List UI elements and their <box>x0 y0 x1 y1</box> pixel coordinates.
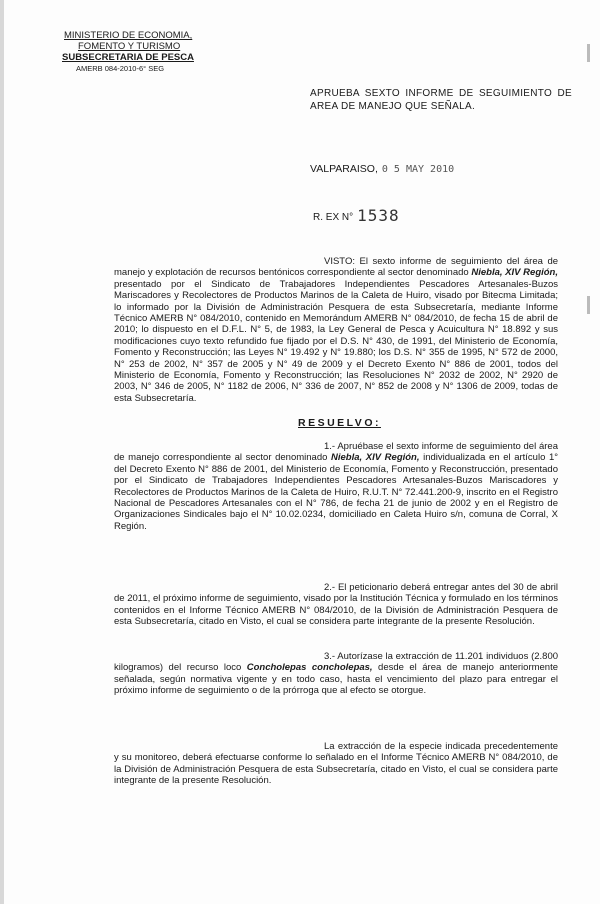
visto-sector: Niebla, XIV Región, <box>471 267 559 279</box>
point-2-body: abril de 2011, el próximo informe de seguimiento, visado por la Institución Técnica y formulado en los términos contenidos en el Informe Técnico AMERB N° 084/2010, de la División de Administración Pesquera de esta Subsecretaría, citado en Visto, el cual se considera parte integrante de la presente Resolución. <box>114 582 559 628</box>
point-2-lead: 2.- El peticionario deberá entregar antes del 30 de <box>324 582 538 593</box>
point-3-text-b: desde el área de manejo anteriormente señalada, según normativa vigente y en todo caso, hasta el vencimiento del plazo para entregar el próximo informe de seguimiento o de la prórroga que al efecto se otorgue. <box>114 662 559 697</box>
letterhead <box>62 30 252 74</box>
city: VALPARAISO, <box>310 163 378 175</box>
scan-margin-mark <box>587 44 590 62</box>
visto-paragraph <box>114 256 558 404</box>
subsecretaria-name: SUBSECRETARIA DE PESCA <box>62 52 194 63</box>
point-3-text-a: (2.800 kilogramos) del recurso loco <box>114 651 559 674</box>
point-3-lead: 3.- Autorízase la extracción de 11.201 individuos <box>324 651 529 662</box>
scan-edge <box>0 0 4 904</box>
visto-text-b: presentado por el Sindicato de Trabajadores Independientes Pescadores Artesanales-Buzos Mariscadores y Recolectores de Productos Marinos de la Caleta de Huiro, visado por Bitecma Limitada; lo informado por la División de Administración Pesquera de esta Subsecretaría, mediante Informe Técnico AMERB N° 084/2010, contenido en Memorándum AMERB N° 084/2010, de fecha 15 de abril de 2010; lo dispuesto en el D.F.L. N° 5, de 1983, la Ley General de Pesca y Acuicultura N° 18.892 y sus modificaciones cuyo texto refundido fue fijado por el D.S. N° 430, de 1991, del Ministerio de Economía, Fomento y Reconstrucción; las Leyes N° 19.492 y N° 19.880; los D.S. N° 355 de 1995, N° 572 de 2000, N° 253 de 2002, N° 357 de 2005 y N° 49 de 2009 y el Decreto Exento N° 886 de 2001, todos del Ministerio de Economía, Fomento y Reconstrucción; las Resoluciones N° 2032 de 2002, N° 2920 de 2003, N° 346 de 2005, N° 1182 de 2006, N° 336 de 2007, N° 852 de 2008 y N° 1306 de 2009, todas de esta Subsecretaría. <box>114 278 558 404</box>
point-1-sector: Niebla, XIV Región, <box>331 452 420 464</box>
resuelvo-heading: RESUELVO: <box>298 417 381 429</box>
point-3-species: Concholepas concholepas, <box>246 662 373 674</box>
ministry-line-1: MINISTERIO DE ECONOMIA, <box>64 30 193 41</box>
place-date <box>310 163 454 175</box>
point-3 <box>114 651 558 697</box>
resolution-stamp-number: 1538 <box>357 206 400 225</box>
point-4-body: precedentemente y su monitoreo, deberá efectuarse conforme lo señalado en el Informe Técnico AMERB N° 084/2010, de la División de Administración Pesquera de esta Subsecretaría, citado en Visto, el cual se considera parte integrante de la presente Resolución. <box>114 741 559 787</box>
visto-text-a: de manejo y explotación de recursos bentónicos correspondiente al sector denominado <box>114 256 559 279</box>
date-stamp: 0 5 MAY 2010 <box>381 164 455 175</box>
point-2 <box>114 582 558 628</box>
ministry-line-2: FOMENTO Y TURISMO <box>78 41 181 52</box>
point-1-text-a: área de manejo correspondiente al sector denominado <box>114 441 558 464</box>
resolution-label: R. EX N° <box>313 212 354 223</box>
point-1-lead: 1.- Apruébase el sexto informe de seguimiento del <box>324 441 537 452</box>
point-4 <box>114 741 558 787</box>
resolution-summary: APRUEBA SEXTO INFORME DE SEGUIMIENTO DE AREA DE MANEJO QUE SEÑALA. <box>310 88 572 112</box>
scan-margin-mark <box>587 296 590 314</box>
point-1 <box>114 441 558 532</box>
point-4-lead: La extracción de la especie indicada <box>324 741 481 752</box>
file-reference: AMERB 084-2010-6° SEG <box>76 64 165 73</box>
point-1-text-b: individualizada en el artículo 1° del Decreto Exento N° 886 de 2001, del Ministerio de Economía, Fomento y Reconstrucción, presentado por el Sindicato de Trabajadores Independientes Pescadores Artesanales-Buzos Mariscadores y Recolectores de Productos Marinos de la Caleta de Huiro, R.U.T. N° 72.441.200-9, inscrito en el Registro Nacional de Pescadores Artesanales con el N° 786, de fecha 21 de junio de 2002 y en el Registro de Organizaciones Sindicales bajo el N° 10.02.0234, domiciliado en Caleta Huiro s/n, comuna de Corral, X Región. <box>114 452 559 532</box>
visto-lead: VISTO: El sexto informe de seguimiento del área <box>324 256 543 267</box>
resolution-number <box>313 206 400 225</box>
